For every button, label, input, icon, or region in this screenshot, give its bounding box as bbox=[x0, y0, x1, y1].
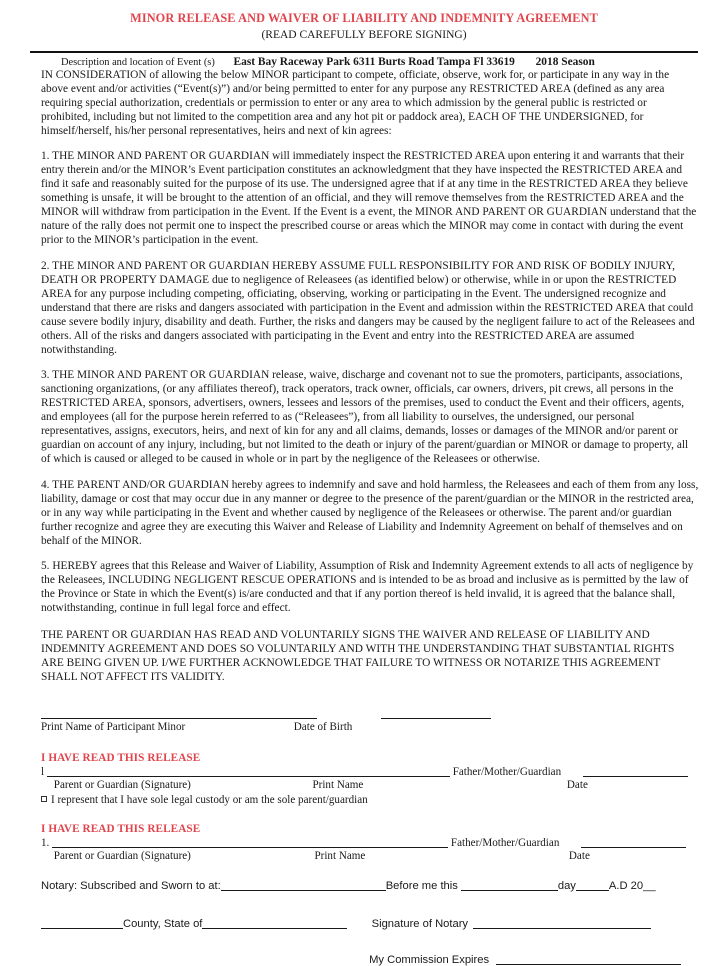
document-body bbox=[0, 56, 728, 685]
signature-labels-2 bbox=[41, 850, 699, 862]
county-state-label: County, State of bbox=[123, 917, 203, 930]
notary-county-row bbox=[41, 917, 699, 930]
parent-signature-input-line-2[interactable] bbox=[52, 836, 448, 848]
date-input-line-1[interactable] bbox=[583, 765, 688, 777]
minor-name-dob-labels bbox=[41, 721, 699, 733]
county-input-line[interactable] bbox=[41, 917, 123, 929]
day-label: day bbox=[557, 879, 576, 892]
clause-3: 3. THE MINOR AND PARENT OR GUARDIAN release, waive, discharge and covenant not to sue the promoters, participants, associations, sanctioning organizations, (or any affiliates thereof), track operators, track owner, officials, car owners, drivers, pit crews, all persons in the RESTRICTED AREA, sponsors, advertisers, owners, lessees and lessors of the premises, used to conduct the Event and their officers, agents, and employees (all for the purpose herein referred to as (“Releasees”), from all liability to ourselves, the undersigned, our personal representatives, assigns, executors, heirs, and next of kin for any and all claims, demands, losses or damages of the MINOR and/or parent or guardian on account of any injury, including, but not limited to the death or injury of the parent/guardian or MINOR or damage to property, all of which is caused or alleged to be caused in whole or in part by the negligence of the Releasees or otherwise. bbox=[41, 369, 689, 466]
event-description-label: Description and location of Event (s) bbox=[61, 56, 215, 68]
signature-row-1 bbox=[41, 765, 699, 778]
signature-marker-2: 1. bbox=[41, 836, 50, 849]
notary-sworn-label: Notary: Subscribed and Sworn to at: bbox=[41, 879, 221, 892]
signature-of-notary-label: Signature of Notary bbox=[371, 917, 469, 930]
parent-signature-label-1: Parent or Guardian (Signature) bbox=[53, 778, 191, 791]
parent-signature-label-2: Parent or Guardian (Signature) bbox=[53, 849, 191, 862]
notary-location-input-line[interactable] bbox=[221, 879, 386, 891]
signature-labels-1 bbox=[41, 779, 699, 791]
signature-marker-1: l bbox=[41, 765, 45, 778]
clause-2: 2. THE MINOR AND PARENT OR GUARDIAN HEREBY ASSUME FULL RESPONSIBILITY FOR AND RISK OF BODILY INJURY, DEATH OR PROPERTY DAMAGE due to negligence of Releasees (as identified below) or otherwise, while in or upon the RESTRICTED AREA for any purpose including competing, officiating, observing, working or participating in the Event. The undersigned recognize and understand that there are risks and dangers associated with participation in the Event and admission within the RESTRICTED AREA that could cause severe bodily injury, disability and death. Further, the risks and dangers may be caused by the negligent failure to act of the Releasees and others. All of the risks and dangers associated with participating in the Event and entry into the RESTRICTED AREA are assumed notwithstanding. bbox=[41, 259, 695, 356]
commission-expires-input-line[interactable] bbox=[496, 953, 681, 965]
clause-4: 4. THE PARENT AND/OR GUARDIAN hereby agrees to indemnify and save and hold harmless, the Releasees and each of them from any loss, liability, damage or cost that may occur due in any manner or degree to the presence of the parent/guardian or the MINOR in the restricted area, or in any way while participating in the Event and whether caused by negligence of the Releasees or otherwise. The parent and/or guardian further recognize and agree they are executing this Waiver and Release of Liability and Indemnity Agreement on behalf of themselves and on behalf of the MINOR. bbox=[41, 478, 699, 547]
print-name-label-2: Print Name bbox=[314, 849, 366, 862]
event-season-value: 2018 Season bbox=[535, 55, 595, 68]
document-title: MINOR RELEASE AND WAIVER OF LIABILITY AND INDEMNITY AGREEMENT bbox=[130, 11, 598, 25]
clause-5: 5. HEREBY agrees that this Release and Waiver of Liability, Assumption of Risk and Indemnity Agreement extends to all acts of negligence by the Releasees, INCLUDING NEGLIGENT RESCUE OPERATIONS and is intended to be as broad and inclusive as is permitted by the law of the Province or State in which the Event(s) is/are conducted and that if any portion thereof is held invalid, it is agreed that the balance shall, notwithstanding, continue in full legal force and effect. bbox=[41, 560, 694, 615]
date-of-birth-input-line[interactable] bbox=[381, 707, 491, 719]
notary-month-input-line[interactable] bbox=[576, 879, 609, 891]
print-name-label-1: Print Name bbox=[312, 778, 364, 791]
date-input-line-2[interactable] bbox=[581, 836, 686, 848]
before-me-this-label: Before me this bbox=[385, 879, 458, 892]
minor-name-input-line[interactable] bbox=[41, 707, 317, 719]
read-release-heading-2: I HAVE READ THIS RELEASE bbox=[41, 822, 201, 835]
notary-sworn-row bbox=[41, 879, 699, 892]
notary-signature-input-line[interactable] bbox=[473, 917, 651, 929]
minor-name-dob-lines bbox=[41, 707, 699, 720]
signature-section bbox=[0, 707, 728, 966]
father-mother-guardian-label-2: Father/Mother/Guardian bbox=[450, 836, 560, 849]
waiver-document-page bbox=[0, 11, 728, 966]
date-label-1: Date bbox=[566, 778, 588, 791]
commission-expires-row bbox=[41, 953, 699, 966]
document-subtitle: (READ CAREFULLY BEFORE SIGNING) bbox=[261, 29, 467, 42]
minor-name-label: Print Name of Participant Minor bbox=[41, 720, 186, 733]
event-venue-value: East Bay Raceway Park 6311 Burts Road Tampa Fl 33619 bbox=[233, 55, 515, 68]
sole-custody-checkbox-row[interactable] bbox=[41, 794, 699, 806]
ad-year-label: A.D 20__ bbox=[608, 879, 656, 892]
consideration-paragraph: IN CONSIDERATION of allowing the below MINOR participant to compete, officiate, observe, work for, or participate in any way in the above event and/or activities (“Event(s)”) and/or being permitted to enter for any purpose any RESTRICTED AREA (defined as any area requiring special authorization, credentials or permission to enter or any area to which admission by the general public is restricted or prohibited, including but not limited to the competition area and any hot pit or paddock area), EACH OF THE UNDERSIGNED, for himself/herself, his/her personal representatives, heirs and next of kin agrees: bbox=[41, 68, 670, 137]
father-mother-guardian-label-1: Father/Mother/Guardian bbox=[452, 765, 562, 778]
header-divider bbox=[30, 51, 698, 53]
read-release-heading-1: I HAVE READ THIS RELEASE bbox=[41, 751, 201, 764]
acknowledgment-paragraph: THE PARENT OR GUARDIAN HAS READ AND VOLUNTARILY SIGNS THE WAIVER AND RELEASE OF LIABILITY AND INDEMNITY AGREEMENT AND DOES SO VOLUNTARILY AND WITH THE UNDERSTANDING THAT SUBSTANTIAL RIGHTS ARE BEING GIVEN UP. I/WE FURTHER ACKNOWLEDGE THAT FAILURE TO WITNESS OR NOTARIZE THIS AGREEMENT SHALL NOT AFFECT ITS VALIDITY. bbox=[41, 629, 675, 684]
date-label-2: Date bbox=[568, 849, 590, 862]
date-of-birth-label: Date of Birth bbox=[293, 720, 353, 733]
commission-expires-label: My Commission Expires bbox=[369, 953, 490, 966]
state-input-line[interactable] bbox=[202, 917, 347, 929]
notary-date-input-line[interactable] bbox=[461, 879, 558, 891]
checkbox-icon[interactable] bbox=[41, 796, 47, 802]
parent-signature-input-line-1[interactable] bbox=[47, 765, 450, 777]
sole-custody-label: I represent that I have sole legal custody or am the sole parent/guardian bbox=[51, 793, 368, 806]
event-description-line bbox=[41, 56, 699, 68]
signature-row-2 bbox=[41, 836, 699, 849]
clause-1: 1. THE MINOR AND PARENT OR GUARDIAN will immediately inspect the RESTRICTED AREA upon entering it and warrants that their entry therein and/or the MINOR’s Event participation constitutes an acknowledgment that they have inspected the RESTRICTED AREA and find it safe and reasonably suited for the purpose of its use. The undersigned agree that if at any time in the RESTRICTED AREA they believe something is unsafe, it will be brought to the attention of an official, and they will remove themselves from the RESTRICTED AREA and the MINOR will withdraw from participation in the Event. If the Event is a event, the MINOR AND PARENT OR GUARDIAN understand that the nature of the rally does not permit one to inspect the prescribed course or areas which the MINOR may come in contact with during the event prior to the MINOR’s participation in the event. bbox=[41, 150, 697, 247]
